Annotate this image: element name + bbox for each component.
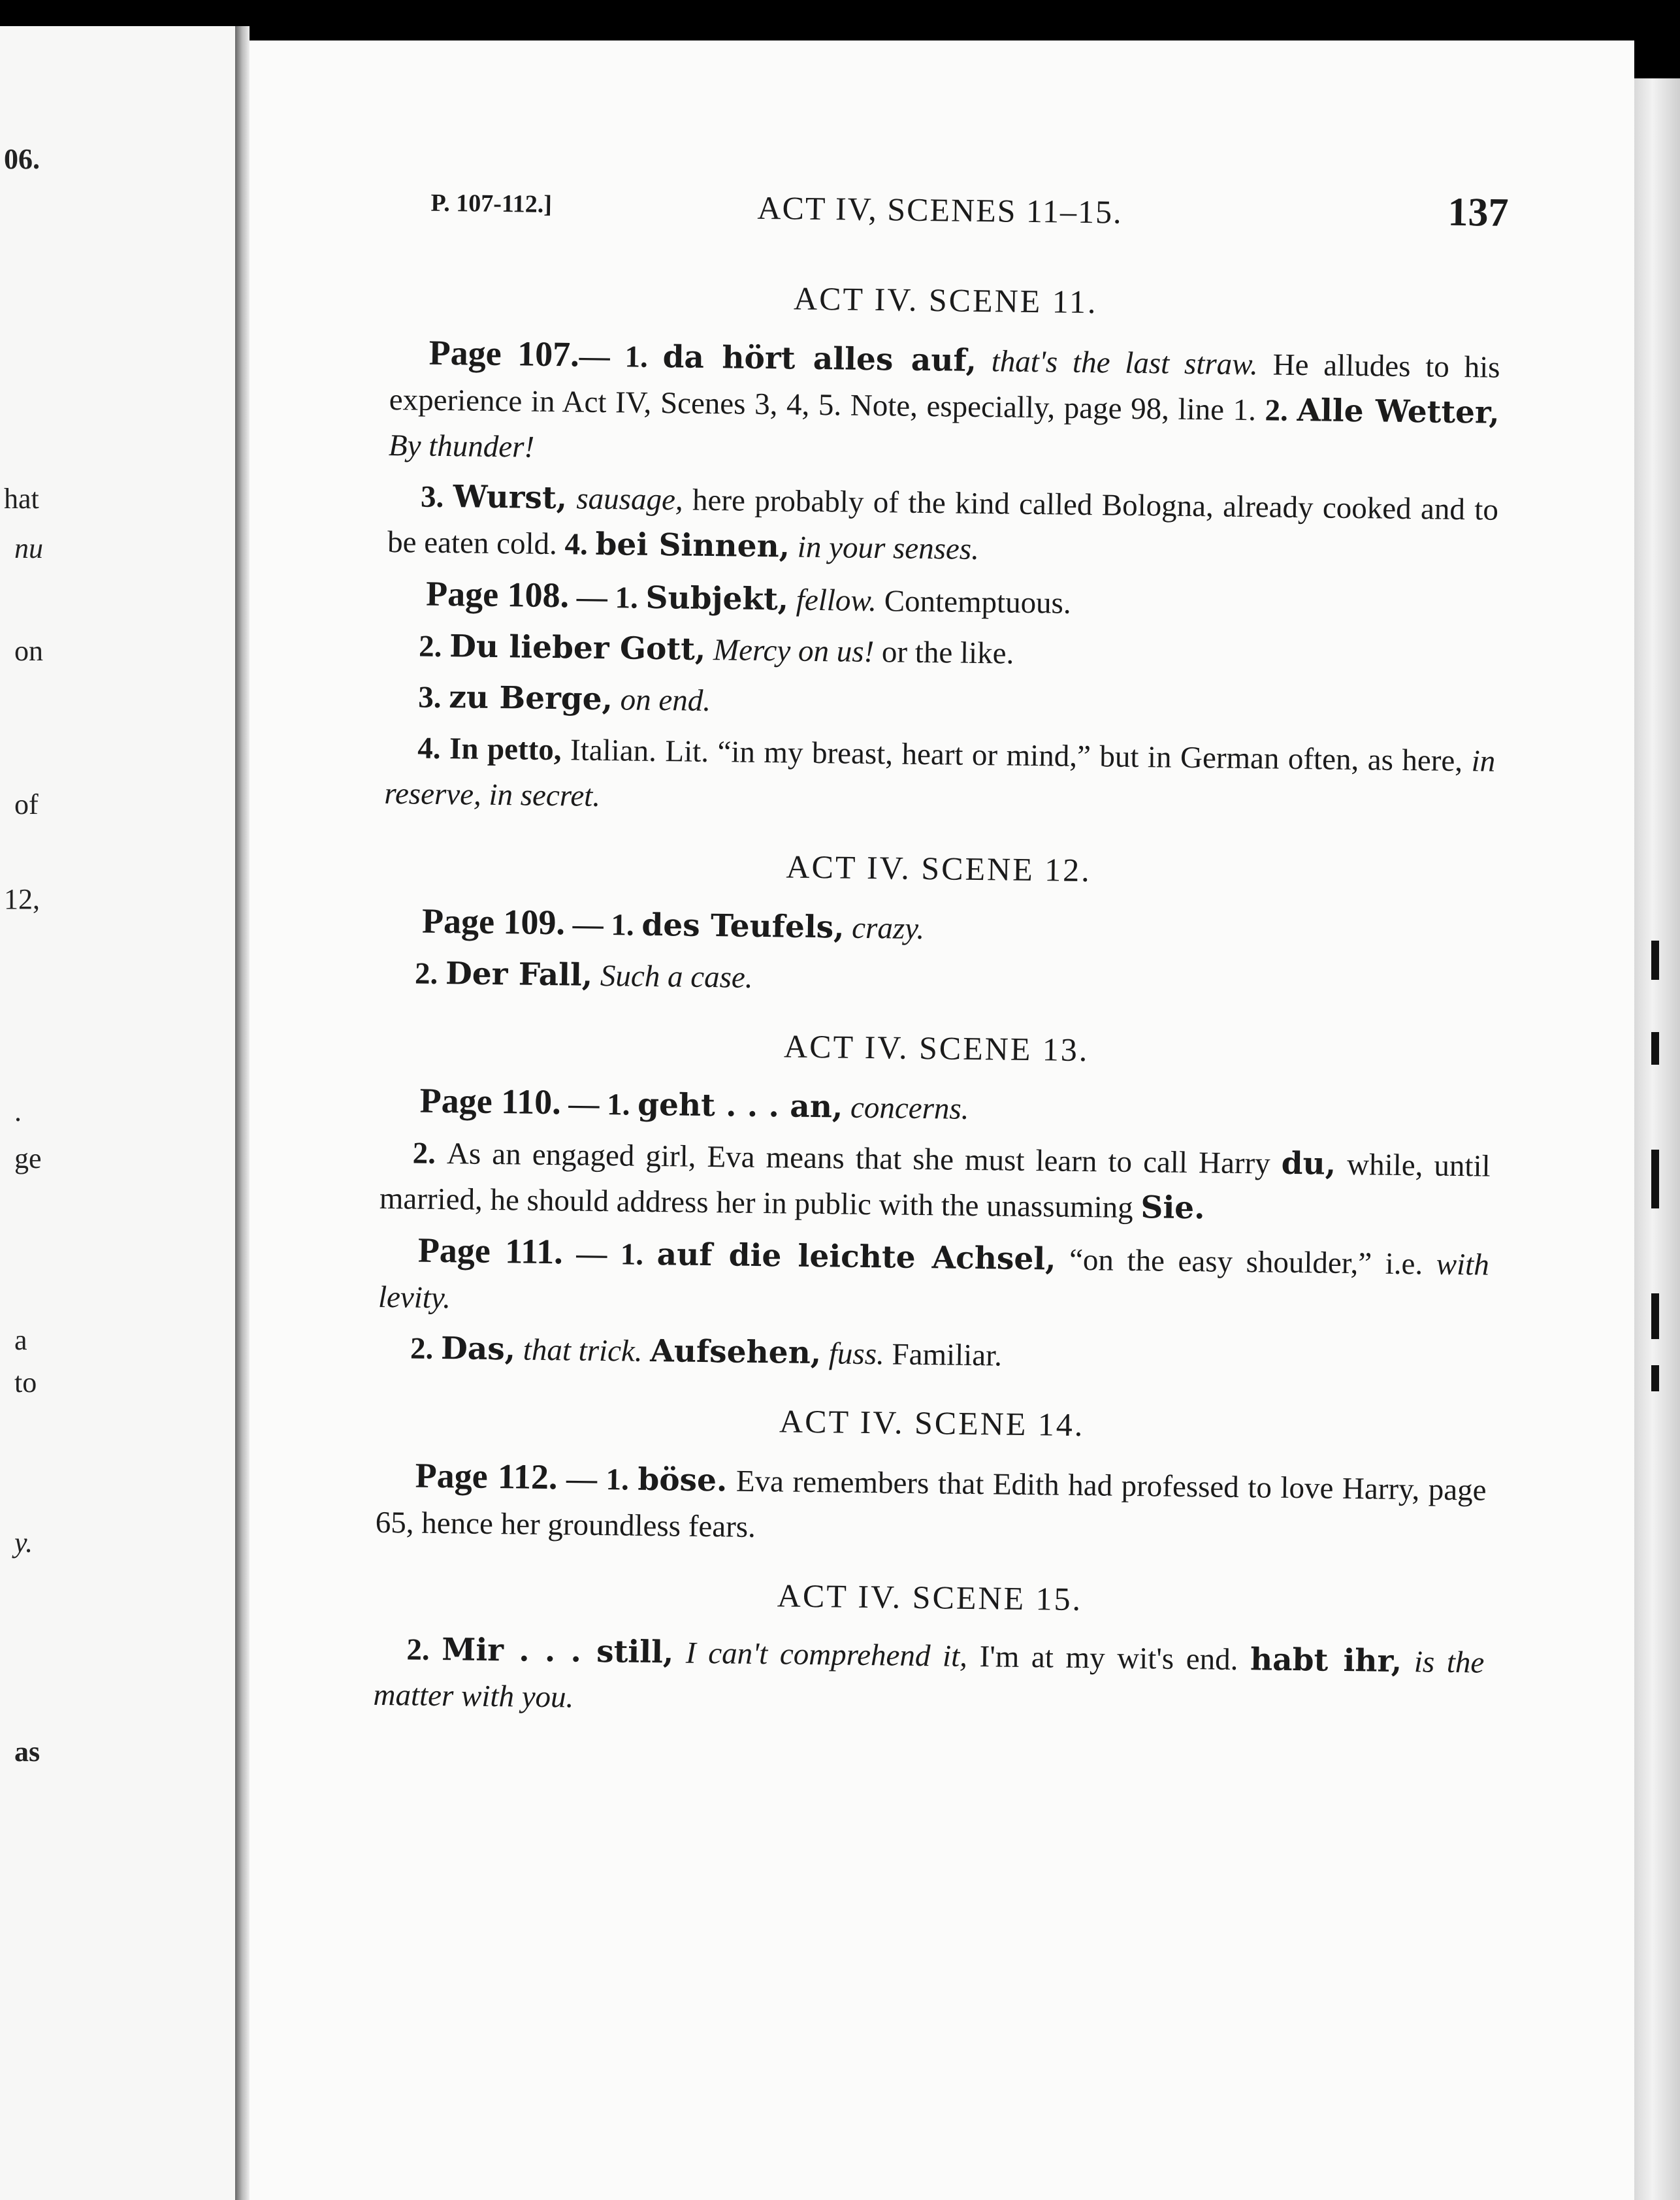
running-header [391, 176, 1509, 262]
german-term: Sie. [1140, 1189, 1205, 1227]
note-text: I'm at my wit's end. [967, 1639, 1251, 1677]
translation: that's the last straw. [976, 344, 1259, 382]
page-reference: Page 110. [419, 1080, 562, 1122]
german-term: Subjekt, [645, 579, 789, 618]
page-reference: Page 109. [421, 901, 566, 943]
edge-mark [1651, 1365, 1659, 1391]
german-term: geht . . . an, [637, 1086, 843, 1125]
note-text: — 1. [560, 1087, 638, 1122]
header-page-range: P. 107-112.] [430, 189, 553, 218]
translation: fuss. [820, 1336, 885, 1372]
german-term: des Teufels, [641, 907, 845, 946]
edge-mark [1651, 1032, 1659, 1065]
note-text: Contemptuous. [876, 584, 1071, 621]
german-term: auf die leichte Achsel, [656, 1237, 1056, 1278]
note-paragraph [387, 570, 1498, 632]
note-text: 3. [417, 680, 449, 715]
left-margin-fragment: as [14, 1736, 40, 1768]
section-title: ACT IV. SCENE 11. [793, 280, 1098, 321]
german-term: Das, [440, 1331, 516, 1368]
german-term: Du lieber Gott, [449, 628, 706, 668]
note-paragraph [373, 1626, 1485, 1732]
section-title: ACT IV. SCENE 12. [786, 848, 1092, 889]
note-text: 2. [1265, 393, 1297, 428]
page-reference: Page 107. [428, 332, 580, 374]
note-text: while, until married, he should address her in public with the unassuming [379, 1147, 1491, 1225]
note-text: — 1. [562, 1237, 658, 1272]
note-paragraph [378, 1227, 1490, 1334]
note-paragraph [379, 1130, 1491, 1235]
left-margin-fragment: 06. [4, 143, 40, 175]
note-text: 2. [406, 1632, 442, 1668]
section-title: ACT IV. SCENE 15. [777, 1577, 1083, 1618]
translation: on end. [612, 683, 711, 719]
note-text: Italian. Lit. “in my breast, heart or mind,” but in German often, as here, [561, 733, 1472, 779]
translation: By thunder! [388, 428, 535, 464]
note-text: — 1. [568, 580, 646, 615]
note-paragraph [378, 1325, 1489, 1385]
edge-mark [1651, 1150, 1659, 1208]
note-text: 2. [414, 956, 446, 992]
translation: I can't comprehend it, [673, 1636, 968, 1674]
note-paragraph [382, 950, 1493, 1010]
translation: in your senses. [789, 530, 980, 567]
note-text: — 1. [579, 339, 663, 375]
note-paragraph [380, 1077, 1491, 1139]
translation: sausage, [566, 481, 683, 517]
page-reference: Page 108. [425, 574, 570, 615]
translation: Mercy on us! [705, 632, 875, 670]
page-edge [1634, 78, 1680, 2200]
note-paragraph [383, 898, 1494, 959]
left-margin-fragment: to [14, 1367, 37, 1399]
note-text: 3. [420, 479, 453, 515]
translation: that trick. [515, 1333, 643, 1368]
german-term: böse. [638, 1461, 728, 1499]
german-term: Alle Wetter, [1297, 392, 1500, 431]
notes-body [373, 274, 1501, 1732]
translation: concerns. [842, 1090, 969, 1126]
note-text: 4. [564, 527, 596, 562]
page-reference: Page 111. [417, 1230, 564, 1272]
edge-mark [1651, 1293, 1659, 1339]
note-text: — 1. [557, 1462, 638, 1497]
left-margin-fragment: nu [14, 532, 43, 564]
note-text: 2. [410, 1331, 442, 1367]
book-gutter [235, 26, 250, 2200]
note-text: As an engaged girl, Eva means that she must learn to call Harry [446, 1137, 1282, 1181]
note-text: 4. [417, 731, 450, 766]
note-text [642, 1335, 650, 1368]
note-text: “on the easy shoulder,” i.e. [1056, 1242, 1437, 1282]
left-margin-fragment: on [14, 635, 43, 667]
german-term: habt ihr, [1250, 1642, 1402, 1680]
german-term: bei Sinnen, [595, 526, 790, 565]
german-term: Aufsehen, [650, 1333, 822, 1372]
section-title: ACT IV. SCENE 13. [783, 1027, 1090, 1069]
translation: with levity. [378, 1247, 1490, 1316]
left-margin-fragment: a [14, 1324, 27, 1356]
german-term: Wurst, [453, 479, 568, 517]
german-term: du, [1281, 1145, 1336, 1182]
note-text: or the like. [873, 635, 1014, 671]
note-paragraph [384, 725, 1496, 830]
note-text: 2. [418, 629, 450, 664]
note-paragraph [387, 474, 1499, 579]
note-paragraph [385, 674, 1496, 734]
page-number: 137 [1447, 189, 1509, 235]
note-paragraph [375, 1452, 1487, 1559]
note-text: here probably of the kind called Bologna, already cooked and to be eaten cold. [387, 483, 1499, 562]
note-text: 2. [412, 1136, 447, 1171]
note-text: Eva remembers that Edith had professed to love Harry, page 65, hence her groundless fears. [375, 1464, 1487, 1544]
note-paragraph [389, 329, 1500, 482]
german-term: Mir . . . still, [442, 1632, 674, 1671]
note-paragraph [386, 623, 1497, 683]
note-text: — 1. [564, 907, 642, 943]
header-title: ACT IV, SCENES 11–15. [757, 189, 1123, 231]
edge-mark [1651, 941, 1659, 980]
left-margin-fragment: y. [14, 1527, 33, 1559]
left-page-fragment [0, 26, 238, 2200]
left-margin-fragment: 12, [4, 883, 40, 915]
page-reference: Page 112. [415, 1455, 558, 1497]
left-margin-fragment: hat [4, 483, 39, 515]
translation: crazy. [844, 911, 925, 946]
page-content [373, 176, 1509, 1737]
section-title: ACT IV. SCENE 14. [779, 1402, 1085, 1444]
german-term: da hört alles auf, [662, 339, 977, 379]
left-margin-fragment: of [14, 788, 39, 820]
translation: in reserve, in secret. [384, 744, 1496, 813]
german-term: zu Berge, [448, 679, 613, 718]
translation: is the matter with you. [373, 1645, 1485, 1715]
left-margin-fragment: . [14, 1095, 22, 1127]
left-margin-fragment: ge [14, 1142, 42, 1174]
note-text: Familiar. [884, 1337, 1003, 1373]
translation: fellow. [788, 583, 877, 619]
german-term: Der Fall, [445, 956, 593, 994]
translation: Such a case. [592, 958, 753, 995]
note-text: In petto, [449, 732, 562, 768]
note-text: He alludes to his experience in Act IV, Scenes 3, 4, 5. Note, especially, page 98, line 1. [389, 348, 1500, 428]
